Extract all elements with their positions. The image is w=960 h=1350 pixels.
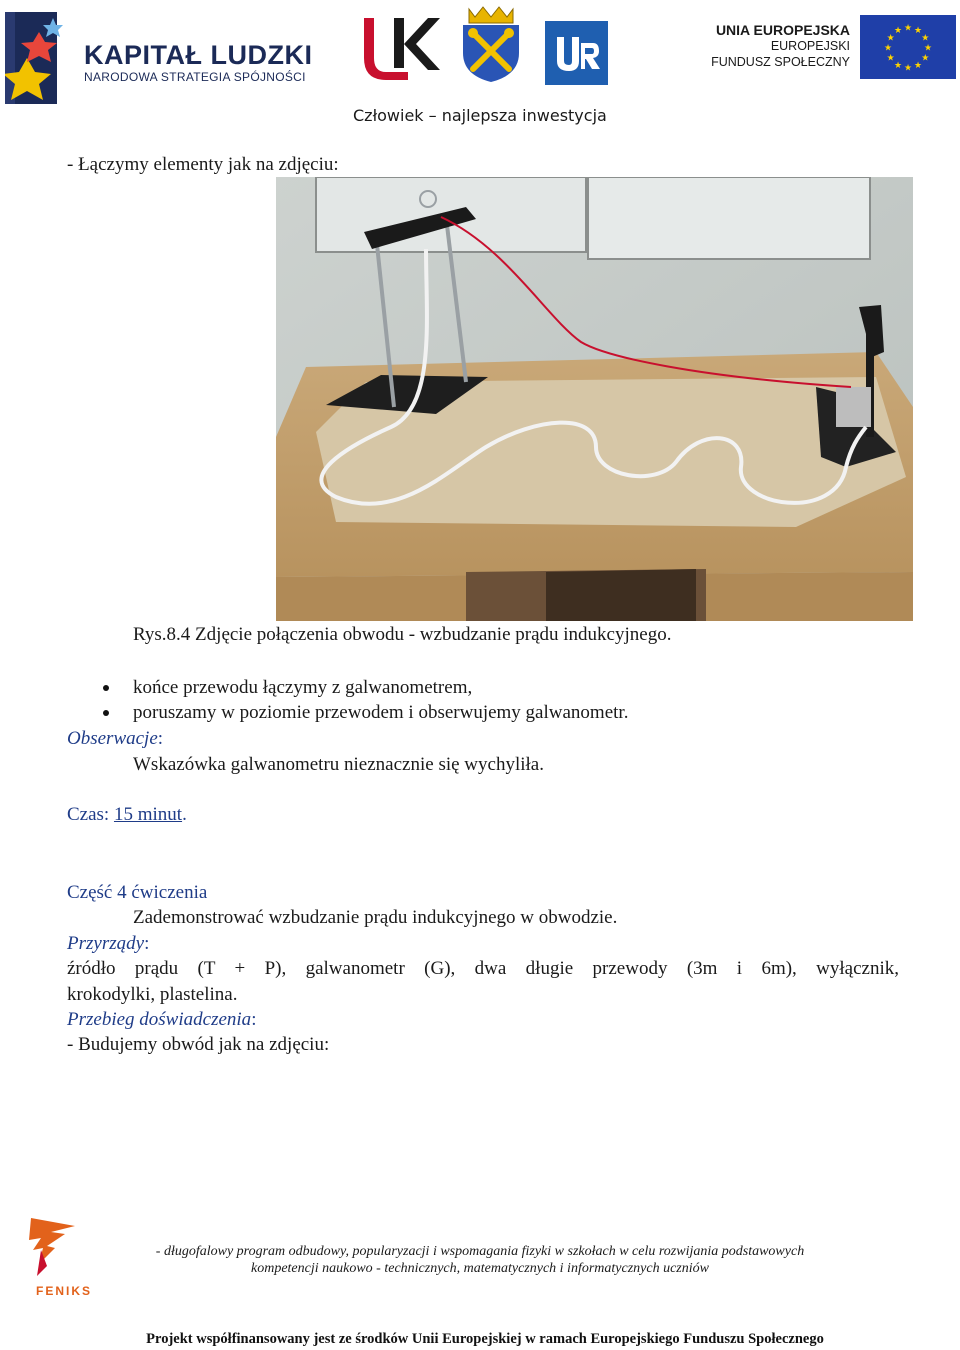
ur-logo-icon — [545, 21, 608, 85]
observations-label: Obserwacje — [67, 728, 158, 749]
eu-flag-icon — [860, 15, 956, 79]
part-goal: Zademonstrować wzbudzanie prądu indukcyjnego w obwodzie. — [133, 907, 618, 928]
eu-star-icon: ★ — [913, 59, 923, 70]
observations-colon: : — [157, 728, 164, 749]
eu-line-3: FUNDUSZ SPOŁECZNY — [711, 55, 850, 69]
tools-line-2: krokodylki, plastelina. — [67, 984, 238, 1005]
eu-star-icon: ★ — [903, 22, 913, 33]
kapital-ludzki-title: KAPITAŁ LUDZKI — [84, 40, 313, 70]
footer-line-1: - długofalowy program odbudowy, popularyzacji i wspomagania fizyki w szkołach w celu rozwijania podstawowych — [155, 1244, 805, 1259]
bullet-dot — [103, 685, 109, 691]
kapital-ludzki-subtitle: NARODOWA STRATEGIA SPÓJNOŚCI — [84, 70, 306, 84]
eu-star-icon: ★ — [903, 62, 913, 73]
eu-star-icon: ★ — [921, 52, 930, 63]
observations-heading — [67, 727, 163, 751]
eu-star-icon: ★ — [913, 25, 923, 36]
header-motto: Człowiek – najlepsza inwestycja — [353, 106, 607, 125]
eu-star-icon: ★ — [883, 42, 893, 53]
kapital-ludzki-logo-icon — [5, 12, 77, 104]
footer-project: Projekt współfinansowany jest ze środków Unii Europejskiej w ramach Europejskiego Funduszu Społecznego — [146, 1331, 824, 1347]
tools-colon: : — [144, 933, 150, 954]
procedure-heading — [67, 1008, 256, 1032]
part-title: Część 4 ćwiczenia — [67, 882, 208, 903]
feniks-wordmark: FENIKS — [36, 1284, 93, 1298]
figure-caption: Rys.8.4 Zdjęcie połączenia obwodu - wzbudzanie prądu indukcyjnego. — [133, 624, 672, 645]
tools-line-1: źródło prądu (T + P), galwanometr (G), dwa długie przewody (3m i 6m), wyłącznik, — [67, 958, 899, 979]
procedure-text: - Budujemy obwód jak na zdjęciu: — [67, 1034, 330, 1055]
bullet-item-1: końce przewodu łączymy z galwanometrem, — [133, 677, 473, 698]
bullet-dot — [103, 710, 109, 716]
uj-logo-icon — [356, 14, 442, 86]
observations-text: Wskazówka galwanometru nieznacznie się wychyliła. — [133, 754, 544, 775]
tools-heading — [67, 932, 149, 956]
eu-star-icon: ★ — [893, 25, 903, 36]
eu-star-icon: ★ — [886, 32, 895, 43]
time-label: Czas: — [67, 804, 114, 825]
time-value: 15 minut — [113, 804, 183, 825]
circuit-photo — [276, 177, 913, 621]
tools-label: Przyrządy — [67, 933, 145, 954]
eu-star-icon: ★ — [886, 52, 895, 63]
eu-line-2: EUROPEJSKI — [770, 39, 850, 53]
time-dot: . — [182, 804, 187, 825]
intro-text: - Łączymy elementy jak na zdjęciu: — [67, 154, 339, 175]
bullet-item-2: poruszamy w poziomie przewodem i obserwujemy galwanometr. — [133, 702, 629, 723]
procedure-colon: : — [251, 1009, 257, 1030]
time-line — [67, 803, 187, 827]
uj-crest-icon — [459, 3, 523, 83]
eu-star-icon: ★ — [893, 59, 903, 70]
eu-star-icon: ★ — [923, 42, 933, 53]
eu-line-1: UNIA EUROPEJSKA — [715, 22, 850, 38]
footer-line-2: kompetencji naukowo - technicznych, matematycznych i informatycznych uczniów — [251, 1261, 709, 1276]
procedure-label: Przebieg doświadczenia — [67, 1009, 252, 1030]
eu-star-icon: ★ — [921, 32, 930, 43]
